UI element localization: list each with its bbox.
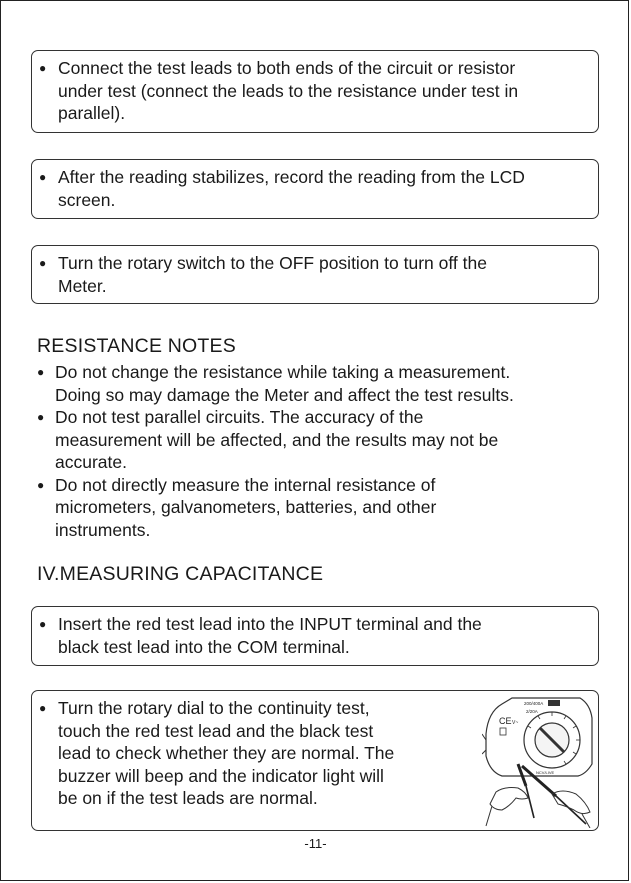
bullet: ● — [39, 617, 47, 631]
range-label-high: 200/400A — [524, 701, 544, 706]
ncv-label: NCV/LIVE — [536, 770, 555, 775]
meter-test-leads-illustration — [482, 694, 595, 828]
bullet: ● — [39, 170, 47, 184]
note-item: ● Do not test parallel circuits. The accuracy of the measurement will be affected, and the results may not be accurate. — [37, 407, 499, 472]
ce-mark: CE — [499, 716, 512, 726]
capacitance-heading: IV.MEASURING CAPACITANCE — [37, 563, 324, 585]
bullet: ● — [37, 410, 45, 424]
bullet: ● — [39, 61, 47, 75]
bullet: ● — [39, 256, 47, 270]
bullet: ● — [37, 365, 45, 379]
note-item: ● Do not directly measure the internal resistance of micrometers, galvanometers, batteries, and other instruments. — [37, 474, 437, 540]
instruction-text: After the reading stabilizes, record the reading from the LCD screen. — [58, 167, 525, 210]
voltage-label: V~ — [512, 720, 519, 726]
instruction-text: Connect the test leads to both ends of the circuit or resistor under test (connect the leads to the resistance under test in parallel). — [58, 58, 519, 123]
instruction-box-turn-off — [31, 245, 599, 304]
resistance-notes-list — [37, 361, 597, 541]
page-number: -11- — [304, 836, 327, 851]
instruction-box-insert-leads — [31, 606, 599, 666]
bullet: ● — [39, 701, 47, 715]
instruction-box-record-reading — [31, 159, 599, 219]
instruction-text: Turn the rotary switch to the OFF position to turn off the Meter. — [58, 253, 487, 296]
instruction-box-connect-leads — [31, 50, 599, 133]
note-item: ● Do not change the resistance while taking a measurement. Doing so may damage the Meter and affect the test results. — [37, 362, 514, 405]
range-label-low: 2/20A — [526, 709, 538, 714]
bullet: ● — [37, 477, 45, 492]
instruction-text: Insert the red test lead into the INPUT terminal and the black test lead into the COM terminal. — [58, 614, 482, 657]
instruction-text: Turn the rotary dial to the continuity test, touch the red test lead and the black test lead to check whether they are normal. The buzzer will beep and the indicator light will be on if the test leads are normal. — [58, 698, 395, 808]
resistance-notes-heading: RESISTANCE NOTES — [37, 335, 236, 357]
